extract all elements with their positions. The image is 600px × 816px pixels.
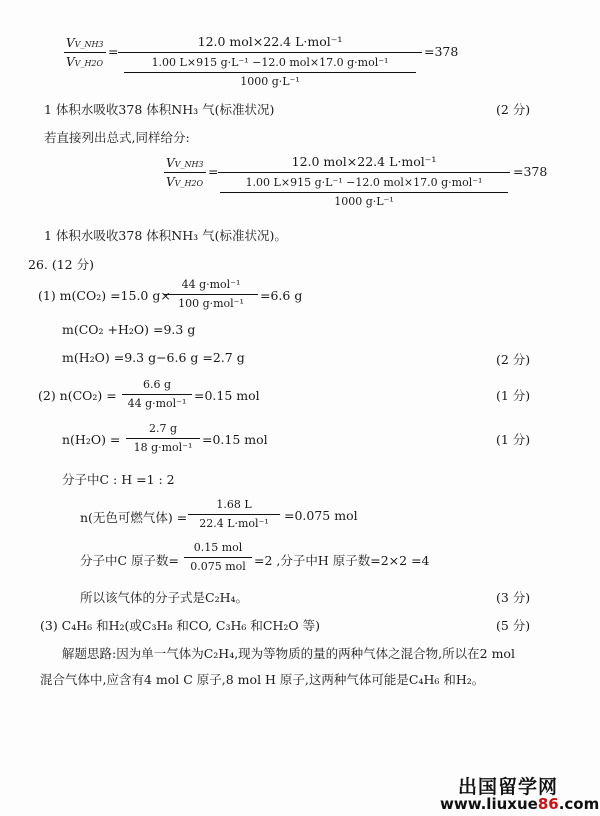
f2-result: =378 (513, 164, 548, 179)
ratio-denominator: VV_H2O (66, 55, 104, 69)
p6-numerator: 0.15 mol (193, 541, 243, 554)
p3-bar (126, 438, 200, 439)
p5-result: =0.075 mol (284, 508, 358, 523)
p7-score: (3 分) (496, 590, 531, 605)
ratio2-bar (164, 172, 206, 173)
p2-lhs: (2) n(CO₂) = (38, 388, 117, 403)
p2-result: =0.15 mol (194, 388, 260, 403)
note-line: 若直接列出总式,同样给分: (44, 130, 190, 145)
ratio2-denominator: VV_H2O (166, 175, 204, 189)
watermark-url: www.liuxue86.com (440, 795, 600, 813)
ratio2-numerator: VV_NH3 (166, 156, 204, 170)
f1-inner-numerator: 1.00 L×915 g·L⁻¹ −12.0 mol×17.0 g·mol⁻¹ (151, 56, 389, 69)
f2-numerator: 12.0 mol×22.4 L·mol⁻¹ (291, 154, 437, 169)
equals-sign: = (108, 44, 119, 59)
f2-main-bar (218, 172, 510, 173)
f1-inner-bar (124, 72, 416, 73)
p5-denominator: 22.4 L·mol⁻¹ (199, 517, 269, 530)
p1-denominator: 100 g·mol⁻¹ (178, 297, 244, 310)
p8-score: (5 分) (496, 618, 531, 633)
p1-lhs: (1) m(CO₂) =15.0 g× (38, 288, 171, 303)
p3-lhs: n(H₂O) = (62, 432, 121, 447)
p2-score: (1 分) (496, 388, 531, 403)
p8-answer: (3) C₄H₆ 和H₂(或C₃H₈ 和CO, C₃H₆ 和CH₂O 等) (40, 618, 320, 633)
p1-line3: m(H₂O) =9.3 g−6.6 g =2.7 g (62, 350, 245, 365)
p7-formula: 所以该气体的分子式是C₂H₄。 (80, 590, 248, 605)
p3-denominator: 18 g·mol⁻¹ (133, 441, 193, 454)
equals-sign-2: = (208, 164, 219, 179)
f2-inner-bar (220, 192, 508, 193)
p4-ratio: 分子中C : H =1 : 2 (62, 472, 175, 487)
ratio-numerator: VV_NH3 (66, 36, 104, 50)
result-score: (2 分) (496, 102, 531, 117)
p1-line2: m(CO₂ +H₂O) =9.3 g (62, 322, 196, 337)
f1-main-bar (118, 52, 422, 53)
p2-numerator: 6.6 g (142, 378, 172, 391)
p3-numerator: 2.7 g (148, 422, 178, 435)
p5-lhs: n(无色可燃气体) = (80, 510, 188, 525)
ratio-bar (64, 52, 106, 53)
p6-result: =2 ,分子中H 原子数=2×2 =4 (254, 553, 430, 568)
p6-denominator: 0.075 mol (190, 560, 246, 573)
p6-lhs: 分子中C 原子数= (80, 553, 180, 568)
f1-result: =378 (424, 44, 459, 59)
f2-inner-numerator: 1.00 L×915 g·L⁻¹ −12.0 mol×17.0 g·mol⁻¹ (245, 176, 483, 189)
p1-bar (164, 294, 258, 295)
p2-denominator: 44 g·mol⁻¹ (127, 397, 187, 410)
p3-result: =0.15 mol (202, 432, 268, 447)
p1-result: =6.6 g (260, 288, 303, 303)
p5-bar (188, 514, 280, 515)
p1-numerator: 44 g·mol⁻¹ (181, 278, 241, 291)
p9-line2: 混合气体中,应含有4 mol C 原子,8 mol H 原子,这两种气体可能是C₄H₆ 和H₂。 (40, 672, 485, 687)
f1-inner-denominator: 1000 g·L⁻¹ (240, 75, 300, 88)
p6-bar (184, 557, 252, 558)
watermark-title: 出国留学网 (458, 776, 559, 798)
f1-numerator: 12.0 mol×22.4 L·mol⁻¹ (197, 34, 343, 49)
p5-numerator: 1.68 L (216, 498, 252, 511)
f2-inner-denominator: 1000 g·L⁻¹ (334, 195, 394, 208)
p1-score: (2 分) (496, 352, 531, 367)
question-heading: 26. (12 分) (28, 257, 94, 272)
p2-bar (122, 394, 192, 395)
p3-score: (1 分) (496, 432, 531, 447)
result-line: 1 体积水吸收378 体积NH₃ 气(标准状况) (44, 102, 275, 117)
p9-line1: 解题思路:因为单一气体为C₂H₄,现为等物质的量的两种气体之混合物,所以在2 mol (62, 646, 515, 661)
result-line-2: 1 体积水吸收378 体积NH₃ 气(标准状况)。 (44, 228, 287, 243)
